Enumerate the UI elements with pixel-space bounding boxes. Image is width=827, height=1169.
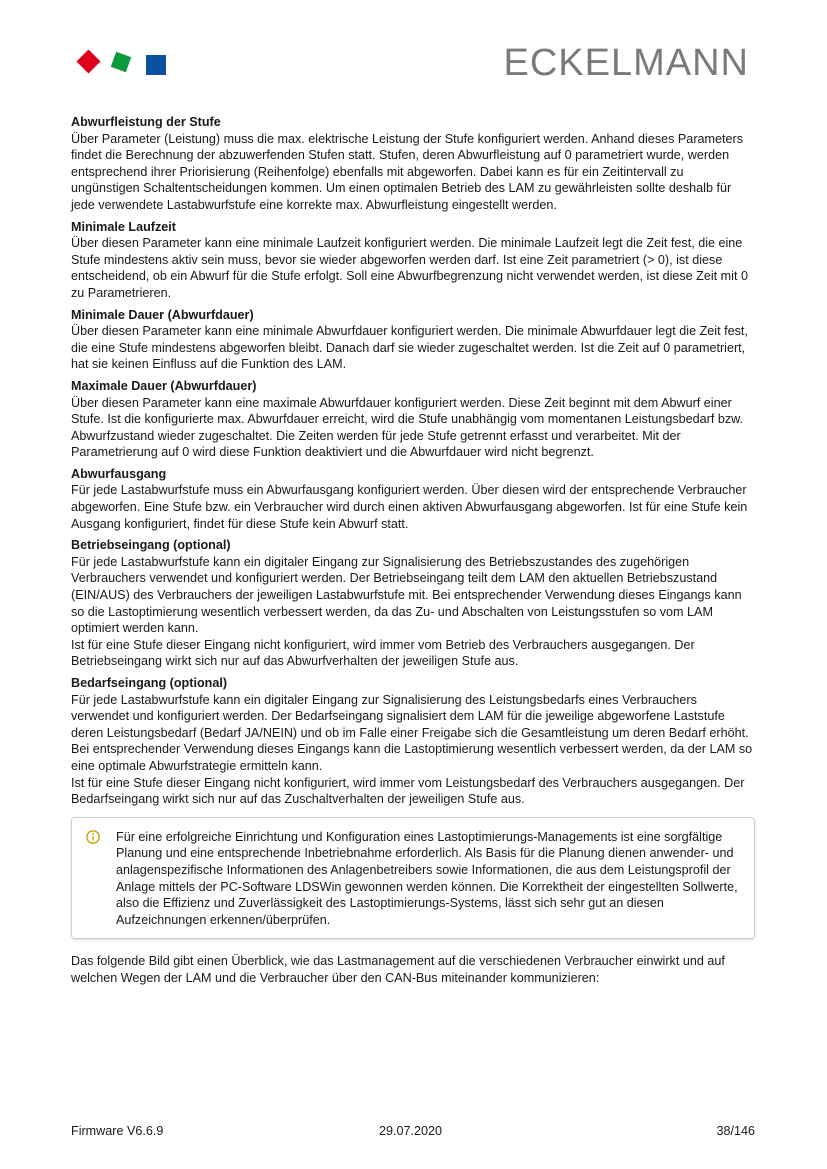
section [71, 537, 755, 670]
section-title: Maximale Dauer (Abwurfdauer) [71, 378, 257, 393]
logo-red-diamond [76, 50, 100, 74]
footer-date: 29.07.2020 [379, 1124, 443, 1138]
section-paragraph: Ist für eine Stufe dieser Eingang nicht konfiguriert, wird immer vom Leistungsbedarf des Verbrauchers ausgegangen. Der Bedarfseingang wirkt sich nur auf das Zuschaltverhalten der jeweiligen Stufe aus. [71, 775, 745, 807]
info-notice [71, 817, 755, 940]
eckelmann-logo-marks [76, 50, 168, 80]
footer-page-number: 38/146 [716, 1124, 755, 1138]
outro-paragraph: Das folgende Bild gibt einen Überblick, wie das Lastmanagement auf die verschiedenen Verbraucher einwirkt und auf welchen Wegen der LAM und die Verbraucher über den CAN-Bus miteinander kommunizieren: [71, 954, 725, 985]
section [71, 466, 755, 532]
section-title: Minimale Laufzeit [71, 219, 176, 234]
section-paragraph: Über Parameter (Leistung) muss die max. elektrische Leistung der Stufe konfiguriert werden. Anhand dieses Parameters findet die Berechnung der abzuwerfenden Stufen statt. Stufen, deren Abwurfleistung auf 0 parametriert wurde, werden entsprechend ihrer Priorisierung (Reihenfolge) ebenfalls mit abgeworfen. Dabei kann es für ein Zeitintervall zu ungünstigen Schaltentscheidungen kommen. Um einen optimalen Betrieb des LAM zu gewährleisten sollte deshalb für jede verwendete Lastabwurfstufe eine korrekte max. Abwurfleistung eingestellt werden. [71, 131, 744, 212]
info-icon [86, 830, 100, 844]
section-paragraph: Über diesen Parameter kann eine minimale Abwurfdauer konfiguriert werden. Die minimale Abwurfdauer legt die Zeit fest, die eine Stufe mindestens abgeworfen bleibt. Danach darf sie wieder zugeschaltet werden. Ist die Zeit auf 0 parametriert, hat sie keinen Einfluss auf die Funktion des LAM. [71, 324, 748, 372]
sections-list [71, 114, 755, 808]
brand-wordmark: ECKELMANN [503, 42, 749, 84]
section-title: Bedarfseingang (optional) [71, 676, 228, 690]
section [71, 675, 755, 808]
page-content [71, 114, 755, 987]
section-paragraph: Für jede Lastabwurfstufe kann ein digitaler Eingang zur Signalisierung des Leistungsbedarfs eines Verbrauchers verwendet und konfiguriert werden. Der Bedarfseingang signalisiert dem LAM für die jeweilige abgeworfene Laststufe deren Leistungsbedarf (Bedarf JA/NEIN) und ob im Falle einer Freigabe sich die Gesamtleistung um deren Bedarf erhöht. Bei entsprechender Verwendung dieses Eingangs kann die Lastoptimierung wesentlich verbessert werden, da der LAM so eine optimale Abwurfstrategie ermitteln kann. [71, 692, 753, 773]
section [71, 378, 755, 461]
section [71, 307, 755, 373]
section-paragraph: Ist für eine Stufe dieser Eingang nicht konfiguriert, wird immer vom Betrieb des Verbrauchers ausgegangen. Der Betriebseingang wirkt sich nur auf das Abwurfverhalten der jeweiligen Stufe aus. [71, 637, 695, 669]
logo-blue-square [146, 55, 166, 75]
section [71, 114, 755, 214]
section [71, 219, 755, 302]
section-title: Betriebseingang (optional) [71, 538, 231, 553]
section-title: Abwurfleistung der Stufe [71, 115, 221, 129]
notice-text: Für eine erfolgreiche Einrichtung und Konfiguration eines Lastoptimierungs-Managements ist eine sorgfältige Planung und eine entsprechende Inbetriebnahme erforderlich. Als Basis für die Planung dienen anwender- und anlagenspezifische Informationen des Anlagenbetreibers sowie Informationen, die aus dem Leistungsprofil der Anlage mittels der PC-Software LDSWin gewonnen werden können. Die Korrektheit der eingestellten Sollwerte, also die Effizienz und Zuverlässigkeit des Lastoptimierungs-Systems, lässt sich sehr gut an diesen Aufzeichnungen erkennen/überprüfen. [116, 829, 738, 927]
section-paragraph: Für jede Lastabwurfstufe kann ein digitaler Eingang zur Signalisierung des Betriebszustandes des zugehörigen Verbrauchers verwendet und konfiguriert werden. Der Betriebseingang teilt dem LAM den aktuellen Betriebszustand (EIN/AUS) des Verbrauchers der jeweiligen Lastabwurfstufe mit. Bei entsprechender Verwendung dieses Eingangs kann so die Lastoptimierung wesentlich verbessert werden, da das Zu- und Abschalten von Leistungsstufen so vom LAM optimiert werden kann. [71, 554, 742, 636]
section-paragraph: Über diesen Parameter kann eine minimale Laufzeit konfiguriert werden. Die minimale Laufzeit legt die Zeit fest, die eine Stufe mindestens aktiv sein muss, bevor sie wieder abgeworfen werden darf. Ist eine Zeit parametriert (> 0), ist diese entscheidend, ob ein Abwurf für die Stufe erfolgt. Soll eine Abwurfbegrenzung nicht verwendet werden, ist diese Zeit mit 0 zu Parametrieren. [71, 236, 748, 300]
section-paragraph: Über diesen Parameter kann eine maximale Abwurfdauer konfiguriert werden. Diese Zeit beginnt mit dem Abwurf einer Stufe. Ist die konfigurierte max. Abwurfdauer erreicht, wird die Stufe unabhängig vom momentanen Leistungsbedarf bzw. Abwurfzustand wieder zugeschaltet. Die Zeiten werden für jede Stufe getrennt erfasst und verarbeitet. Mit der Parametrierung auf 0 wird diese Funktion deaktiviert und die Abwurfdauer wird nicht begrenzt. [71, 395, 744, 460]
section-title: Minimale Dauer (Abwurfdauer) [71, 307, 254, 322]
footer-version: Firmware V6.6.9 [71, 1124, 164, 1138]
section-paragraph: Für jede Lastabwurfstufe muss ein Abwurfausgang konfiguriert werden. Über diesen wird der entsprechende Verbraucher abgeworfen. Eine Stufe bzw. ein Verbraucher wird durch einen aktiven Abwurfausgang abgeworfen. Ist für eine Stufe kein Ausgang konfiguriert, findet für diese Stufe kein Abwurf statt. [71, 483, 748, 531]
section-title: Abwurfausgang [71, 466, 167, 481]
logo-green-diamond [111, 52, 132, 73]
